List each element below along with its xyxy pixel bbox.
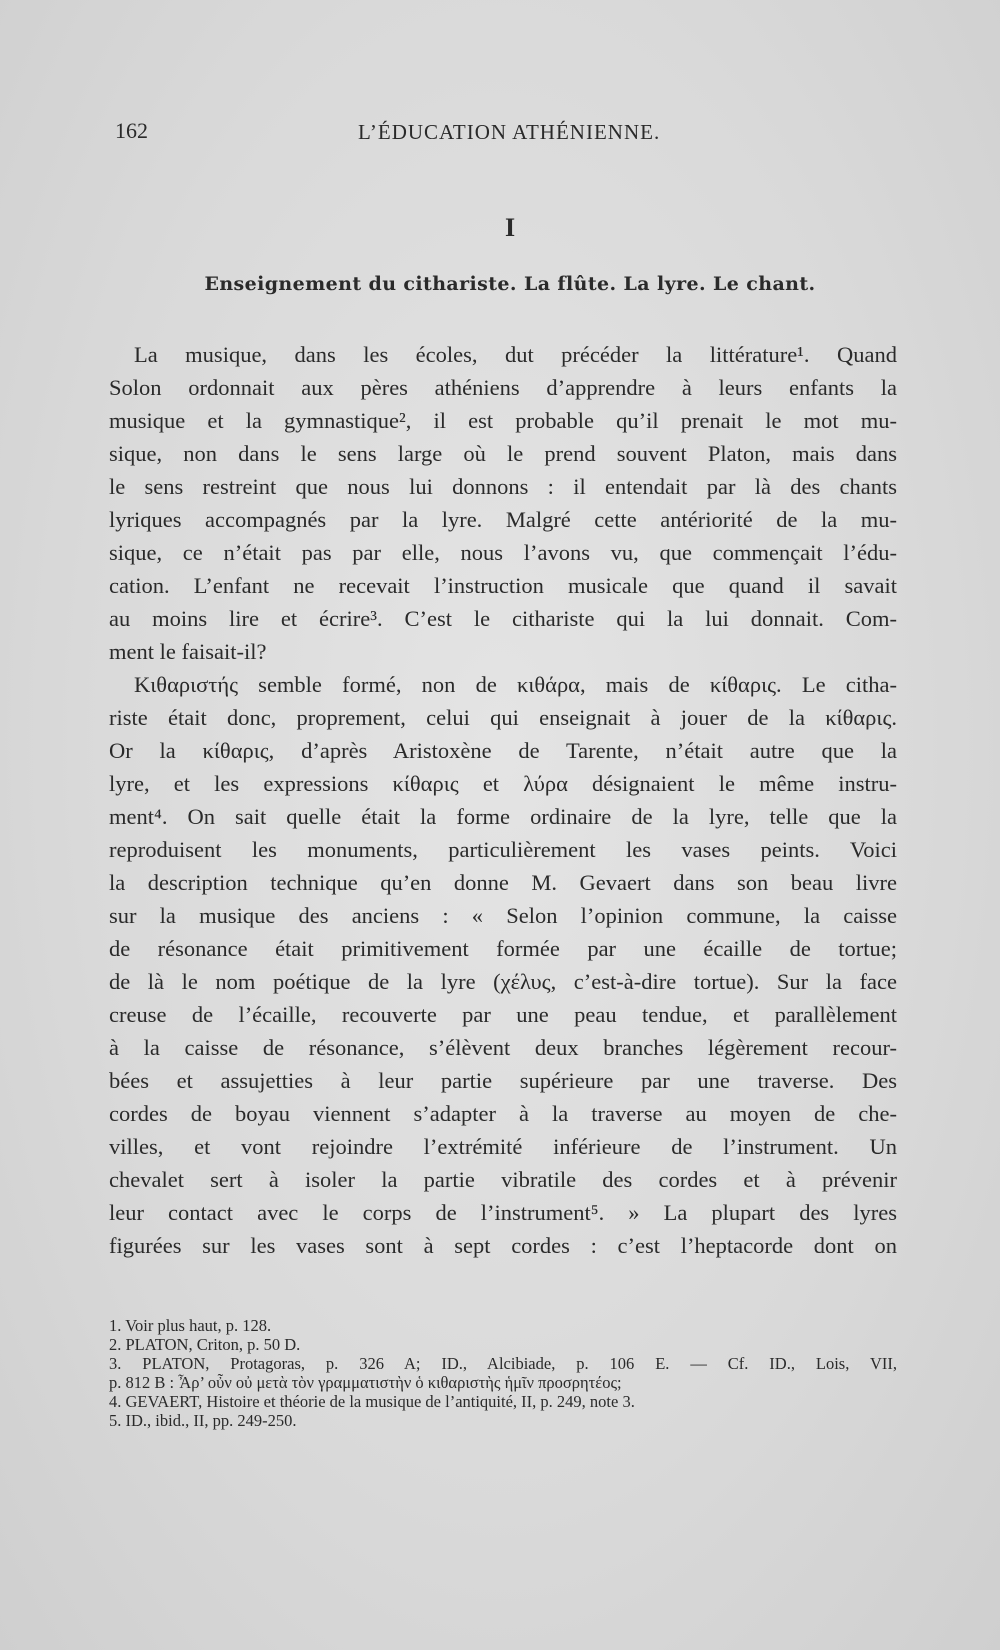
body-line: la description technique qu’en donne M. Gevaert dans son beau livre bbox=[109, 870, 897, 895]
footnote: 3. PLATON, Protagoras, p. 326 A; ID., Alcibiade, p. 106 E. — Cf. ID., Lois, VII, bbox=[109, 1354, 897, 1373]
body-line: cordes de boyau viennent s’adapter à la traverse au moyen de che- bbox=[109, 1101, 897, 1126]
body-line: de là le nom poétique de la lyre (χέλυς, c’est-à-dire tortue). Sur la face bbox=[109, 969, 897, 994]
body-line: au moins lire et écrire³. C’est le cithariste qui la lui donnait. Com- bbox=[109, 606, 897, 631]
body-line: sique, non dans le sens large où le prend souvent Platon, mais dans bbox=[109, 441, 897, 466]
body-line: à la caisse de résonance, s’élèvent deux branches légèrement recour- bbox=[109, 1035, 897, 1060]
footnote: 1. Voir plus haut, p. 128. bbox=[109, 1316, 272, 1335]
body-line: musique et la gymnastique², il est probable qu’il prenait le mot mu- bbox=[109, 408, 897, 433]
body-line: La musique, dans les écoles, dut précéder la littérature¹. Quand bbox=[134, 342, 897, 367]
body-line: chevalet sert à isoler la partie vibratile des cordes et à prévenir bbox=[109, 1167, 897, 1192]
page-header bbox=[115, 118, 891, 148]
body-line: lyriques accompagnés par la lyre. Malgré cette antériorité de la mu- bbox=[109, 507, 897, 532]
body-text bbox=[109, 338, 897, 1262]
body-line: cation. L’enfant ne recevait l’instruction musicale que quand il savait bbox=[109, 573, 897, 598]
body-line: sur la musique des anciens : « Selon l’opinion commune, la caisse bbox=[109, 903, 897, 928]
body-line: Solon ordonnait aux pères athéniens d’apprendre à leurs enfants la bbox=[109, 375, 897, 400]
body-line: villes, et vont rejoindre l’extrémité inférieure de l’instrument. Un bbox=[109, 1134, 897, 1159]
body-line: de résonance était primitivement formée par une écaille de tortue; bbox=[109, 936, 897, 961]
body-line: bées et assujetties à leur partie supérieure par une traverse. Des bbox=[109, 1068, 897, 1093]
body-line: reproduisent les monuments, particulièrement les vases peints. Voici bbox=[109, 837, 897, 862]
footnotes bbox=[109, 1316, 897, 1430]
running-head: L’ÉDUCATION ATHÉNIENNE. bbox=[358, 120, 661, 144]
footnote: 4. GEVAERT, Histoire et théorie de la musique de l’antiquité, II, p. 249, note 3. bbox=[109, 1392, 635, 1411]
body-line: figurées sur les vases sont à sept cordes : c’est l’heptacorde dont on bbox=[109, 1233, 897, 1258]
body-line: ment le faisait-il? bbox=[109, 639, 267, 664]
body-line: le sens restreint que nous lui donnons : il entendait par là des chants bbox=[109, 474, 897, 499]
body-line: Or la κίθαρις, d’après Aristoxène de Tarente, n’était autre que la bbox=[109, 738, 897, 763]
body-line: ment⁴. On sait quelle était la forme ordinaire de la lyre, telle que la bbox=[109, 804, 897, 829]
footnote: 5. ID., ibid., II, pp. 249-250. bbox=[109, 1411, 297, 1430]
body-line: lyre, et les expressions κίθαρις et λύρα désignaient le même instru- bbox=[109, 771, 897, 796]
body-line: creuse de l’écaille, recouverte par une peau tendue, et parallèlement bbox=[109, 1002, 897, 1027]
body-line: Κιθαριστής semble formé, non de κιθάρα, mais de κίθαρις. Le citha- bbox=[134, 672, 897, 697]
section-title: Enseignement du cithariste. La flûte. La lyre. Le chant. bbox=[204, 273, 816, 295]
footnote: 2. PLATON, Criton, p. 50 D. bbox=[109, 1335, 301, 1354]
page-number: 162 bbox=[115, 118, 148, 143]
body-line: leur contact avec le corps de l’instrument⁵. » La plupart des lyres bbox=[109, 1200, 897, 1225]
body-line: riste était donc, proprement, celui qui enseignait à jouer de la κίθαρις. bbox=[109, 705, 897, 730]
section-number: I bbox=[504, 213, 516, 242]
body-line: sique, ce n’était pas par elle, nous l’avons vu, que commençait l’édu- bbox=[109, 540, 897, 565]
footnote: p. 812 B : Ἆρ’ οὖν οὐ μετὰ τὸν γραμματιστὴν ὁ κιθαριστὴς ἡμῖν προσρητέος; bbox=[109, 1373, 622, 1392]
